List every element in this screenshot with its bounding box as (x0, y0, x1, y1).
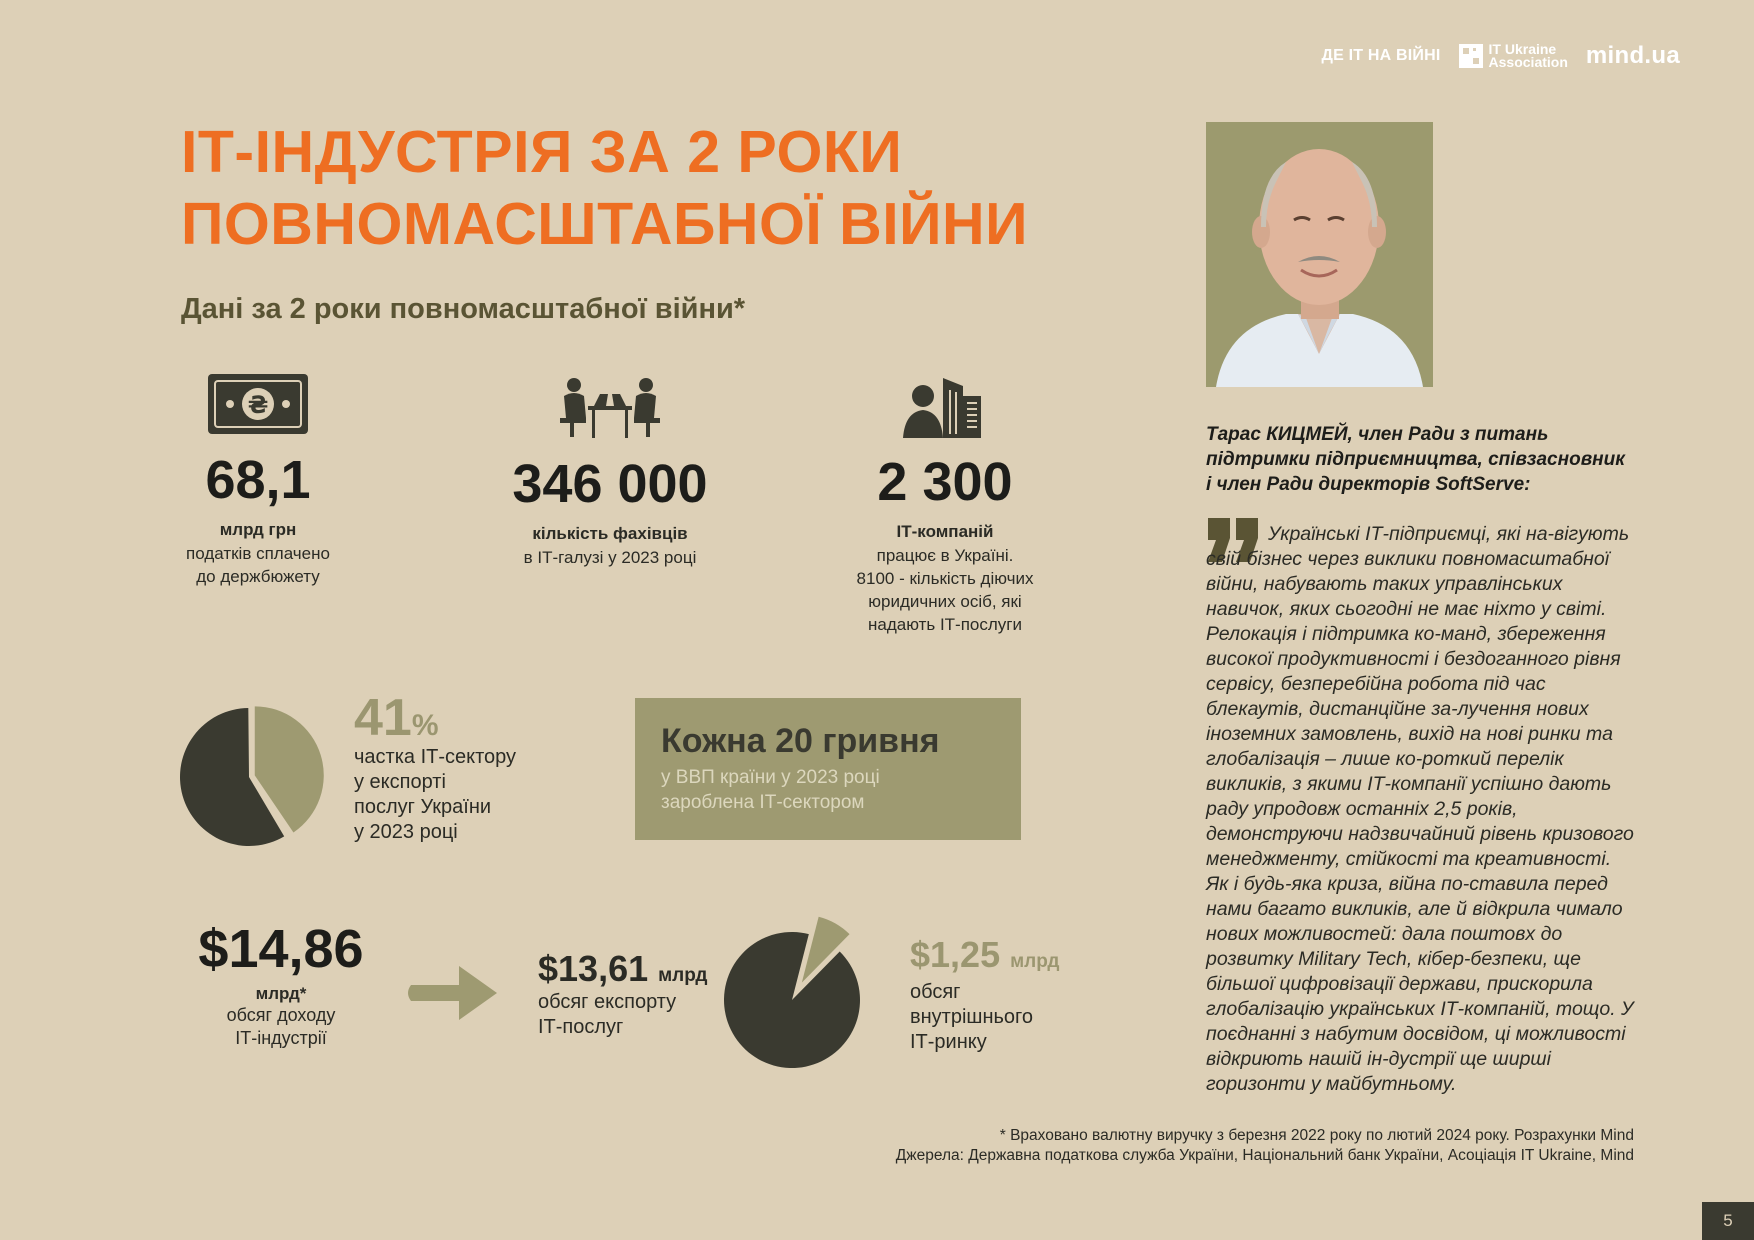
person-building-icon (903, 372, 987, 438)
gdp-box-title: Кожна 20 гривня (661, 722, 940, 760)
export-volume-stat (538, 948, 707, 1040)
portrait-photo (1206, 122, 1433, 387)
banknote-icon (206, 372, 310, 436)
export-share-pie (178, 700, 328, 850)
arrow-right-icon (405, 962, 501, 1024)
footnote-sources: Джерела: Державна податкова служба України, Національний банк України, Асоціація IT Ukraine, Mind (895, 1147, 1634, 1164)
stat-taxes-unit: млрд грн (219, 520, 297, 539)
footnote-line1: * Враховано валютну виручку з березня 2022 року по лютий 2024 року. Розрахунки Mind (999, 1127, 1634, 1144)
income-desc: обсяг доходу ІТ-індустрії (226, 1005, 336, 1048)
footnote (896, 1126, 1634, 1166)
export-share-value: 41% (354, 689, 439, 747)
export-volume-desc: обсяг експорту ІТ-послуг (538, 991, 677, 1038)
it-ukraine-logo (1459, 43, 1568, 69)
stat-companies-desc: працює в Україні. 8100 - кількість діючих юридичних осіб, які надають ІТ-послуги (856, 546, 1034, 634)
domestic-desc: обсяг внутрішнього ІТ-ринку (910, 981, 1034, 1053)
stat-companies-unit: ІТ-компаній (896, 522, 994, 541)
svg-text:₴: ₴ (247, 391, 269, 419)
page-subtitle: Дані за 2 роки повномасштабної війни* (181, 293, 746, 325)
domestic-rest-slice (724, 932, 860, 1068)
income-unit: млрд* (255, 984, 307, 1003)
stat-taxes-desc: податків сплачено до держбюжету (186, 544, 330, 586)
gdp-box-subtitle: у ВВП країни у 2023 році зароблена ІТ-сектором (661, 767, 880, 813)
domestic-value: $1,25 млрд (910, 934, 1060, 975)
mind-logo: mind.ua (1585, 42, 1680, 69)
domestic-stat (910, 934, 1059, 1055)
page-number: 5 (1702, 1202, 1754, 1240)
income-value: $14,86 (198, 919, 364, 979)
export-share-desc: частка ІТ-сектору у експорті послуг України у 2023 році (354, 746, 517, 843)
it-ukraine-mark-icon (1459, 44, 1483, 68)
domestic-market-pie (724, 910, 884, 1070)
stat-taxes-value: 68,1 (205, 450, 311, 510)
title-line1: ІТ-ІНДУСТРІЯ ЗА 2 РОКИ (181, 119, 903, 185)
stat-companies (830, 372, 1060, 636)
export-volume-value: $13,61 млрд (538, 948, 708, 989)
stat-specialists-value: 346 000 (512, 454, 708, 514)
stat-specialists-desc: в ІТ-галузі у 2023 році (523, 548, 697, 567)
stat-specialists (490, 376, 730, 569)
header-logos (1321, 42, 1680, 70)
people-at-desk-icon (556, 376, 664, 440)
income-stat (196, 918, 366, 1050)
page-title (181, 116, 1028, 260)
ita-line1: IT Ukraine (1488, 41, 1557, 57)
stat-specialists-unit: кількість фахівців (532, 524, 688, 543)
stat-companies-value: 2 300 (877, 452, 1013, 512)
quote-author: Тарас КИЦМЕЙ, член Ради з питань підтримки підприємництва, співзасновник і член Ради директорів SoftServe: (1206, 424, 1625, 495)
gdp-box (635, 698, 1021, 840)
stat-taxes (158, 372, 358, 588)
portrait-illustration (1206, 122, 1433, 387)
title-line2: ПОВНОМАСШТАБНОЇ ВІЙНИ (181, 191, 1029, 257)
ita-line2: Association (1488, 54, 1568, 70)
quote-text: Українські ІТ-підприємці, які на-вігують свій бізнес через виклики повномасштабної війни, набувають таких управлінських навичок, яких сьогодні не має ніхто у світі. Релокація і підтримка ко-манд, збереження високої продуктивності і бездоганного рівня сервісу, безперебійна робота під час блекаутів, дистанційне за-лучення нових іноземних замовлень, вихід на нові ринки та глобалізація – лише ко-роткий перелік викликів, з якими ІТ-компанії успішно дають раду упродовж останніх 2,5 років, демонструючи надзвичайний рівень кризового менеджменту, стійкості та креативності. Як і будь-яка криза, війна по-ставила перед нами багато викликів, але й відкрила чимало нових можливостей: дала поштовх до розвитку Military Tech, кібер-безпеки, ще більшої цифровізації держави, прискорила глобалізацію українських ІТ-компаній, тощо. У поєднанні з набутим досвідом, ці можливості відкриють нашій ін-дустрії ще ширші горизонти у майбутньому. (1206, 523, 1634, 1095)
where-it-at-war-label: ДЕ ІТ НА ВІЙНІ (1321, 47, 1441, 64)
